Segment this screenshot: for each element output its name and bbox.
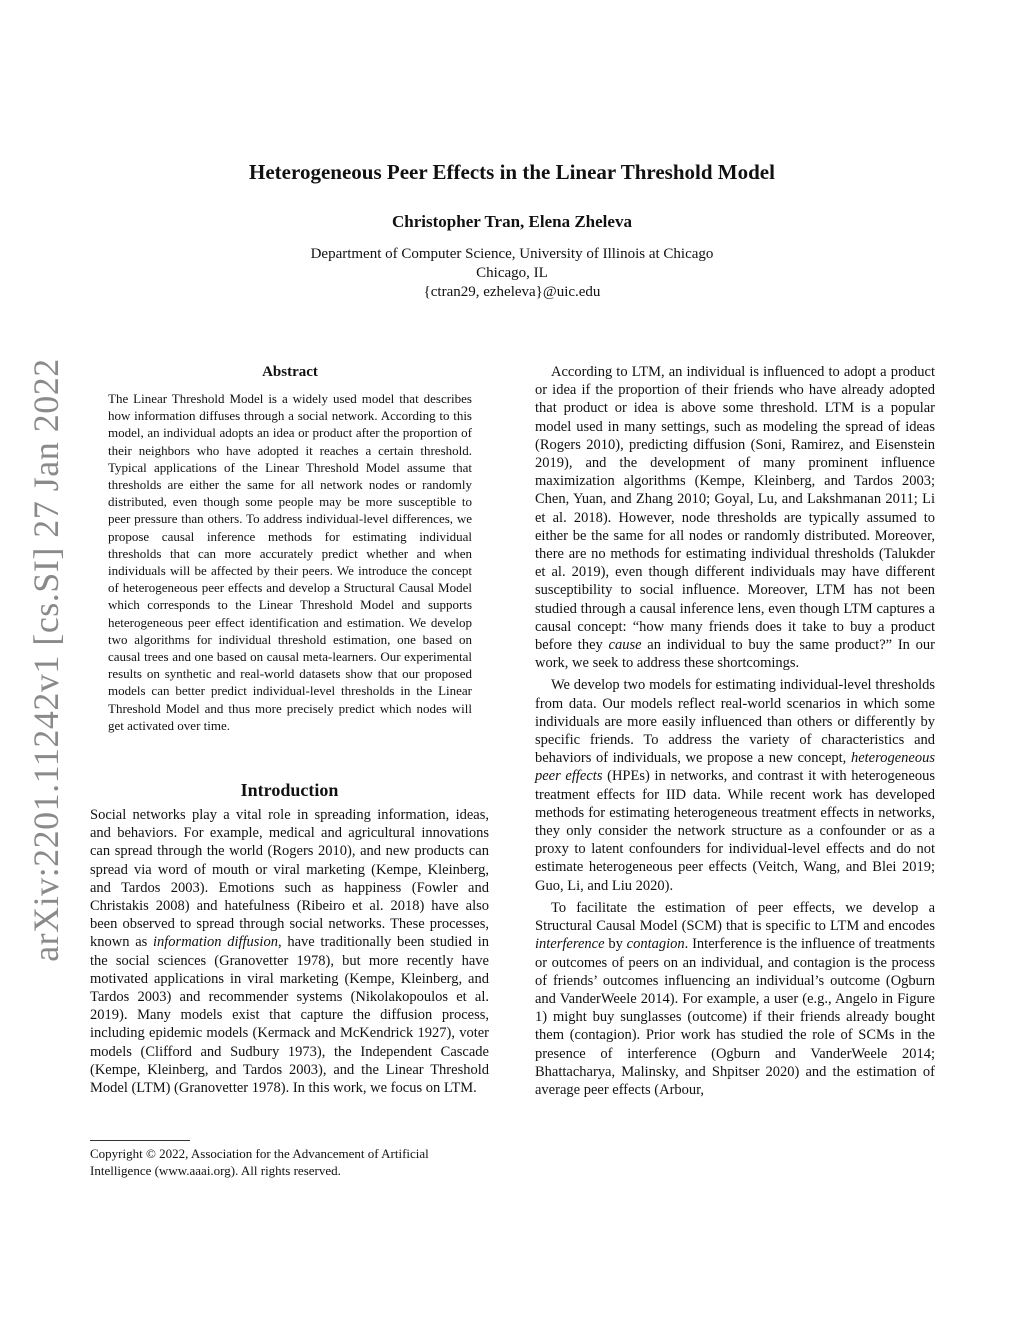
emphasis-text: information diffusion (153, 934, 278, 951)
author-emails: {ctran29, ezheleva}@uic.edu (423, 284, 601, 300)
author-list: Christopher Tran, Elena Zheleva (392, 212, 632, 231)
footnote-divider (90, 1140, 190, 1141)
body-paragraph (535, 676, 935, 894)
text-span: . Interference is the influence of treatments or outcomes of peers on an individual, and contagion is the process of friends’ outcomes influencing an individual’s outcome (Ogburn and VanderWeele 2014). For example, a user (e.g., Angelo in Figure 1) might buy sunglasses (outcome) if their friends already bought them (contagion). Prior work has studied the role of SCMs in the presence of interference (Ogburn and VanderWeele 2014; Bhattacharya, Malinsky, and Shpitser 2020) and the estimation of average peer effects (Arbour, (535, 936, 936, 1098)
introduction-body (90, 806, 489, 1097)
text-span: an individual to buy the same product?” In our work, we seek to address these shortcomings. (535, 637, 936, 672)
text-span: To facilitate the estimation of peer effects, we develop a Structural Causal Model (SCM) that is specific to LTM and encodes (535, 899, 935, 935)
abstract-body (108, 390, 472, 734)
introduction-paragraph (90, 806, 489, 1097)
right-column (535, 363, 935, 1099)
affiliation-department: Department of Computer Science, University of Illinois at Chicago (310, 246, 714, 262)
paper-title: Heterogeneous Peer Effects in the Linear Threshold Model (249, 160, 775, 184)
text-span: (HPEs) in networks, and contrast it with heterogeneous treatment effects for IID data. While recent work has developed methods for estimating heterogeneous treatment effects in networks, they only consider the network structure as a confounder or as a proxy to latent confounders for individual-level effects and do not estimate heterogeneous peer effects (Veitch, Wang, and Blei 2019; Guo, Li, and Liu 2020). (535, 768, 935, 894)
emphasis-text: interference (535, 936, 605, 953)
emphasis-text: cause (608, 637, 642, 654)
emphasis-text: contagion (626, 936, 685, 953)
abstract-heading: Abstract (262, 364, 318, 380)
text-span: According to LTM, an individual is influenced to adopt a product or idea if the proportion of their friends who have already adopted that product or idea is above some threshold. LTM is a popular model used in many settings, such as modeling the spread of ideas (Rogers 2010), predicting diffusion (Soni, Ramirez, and Eisenstein 2019), and the development of many prominent influence maximization algorithms (Kempe, Kleinberg, and Tardos 2003; Chen, Yuan, and Zhang 2010; Goyal, Lu, and Lakshmanan 2011; Li et al. 2018). However, node thresholds are typically assumed to either be the same for all nodes or randomly distributed. Moreover, there are no methods for estimating individual thresholds (Talukder et al. 2019), even though different individuals may have different susceptibility to social influence. Moreover, LTM has not been studied through a causal inference lens, even though LTM captures a causal concept: “how many friends does it take to buy a product before they (535, 364, 935, 654)
abstract-paragraph: The Linear Threshold Model is a widely used model that describes how information diffuses through a social network. According to this model, an individual adopts an idea or product after the proportion of their neighbors who have adopted it reaches a certain threshold. Typical applications of the Linear Threshold Model assume that thresholds are either the same for all network nodes or randomly distributed, even though some people may be more susceptible to peer pressure than others. To address individual-level differences, we propose causal inference methods for estimating individual thresholds that can more accurately predict whether and when individuals will be affected by their peers. We introduce the concept of heterogeneous peer effects and develop a Structural Causal Model which corresponds to the Linear Threshold Model and supports heterogeneous peer effect identification and estimation. We develop two algorithms for individual threshold estimation, one based on causal trees and one based on causal meta-learners. Our experimental results on synthetic and real-world datasets show that our proposed models can better predict individual-level thresholds in the Linear Threshold Model and thus more precisely predict which nodes will get activated over time. (108, 391, 472, 733)
affiliation-location: Chicago, IL (476, 265, 548, 281)
body-paragraph (535, 899, 935, 1099)
text-span: by (604, 936, 627, 953)
text-span: We develop two models for estimating individual-level thresholds from data. Our models reflect real-world scenarios in which some individuals are more easily influenced than others or differently by specific friends. To address the variety of characteristics and behaviors of individuals, we propose a new concept, (535, 677, 935, 767)
text-span: , have traditionally been studied in the social sciences (Granovetter 1978), but more recently have motivated applications in viral marketing (Kempe, Kleinberg, and Tardos 2003) and recommender systems (Nikolakopoulos et al. 2019). Many models exist that capture the diffusion process, including epidemic models (Kermack and McKendrick 1927), voter models (Clifford and Sudbury 1973), the Independent Cascade (Kempe, Kleinberg, and Tardos 2003), and the Linear Threshold Model (LTM) (Granovetter 1978). In this work, we focus on LTM. (90, 934, 489, 1097)
copyright-footnote: Copyright © 2022, Association for the Advancement of Artificial Intelligence (www.aaai.org). All rights reserved. (90, 1146, 429, 1178)
body-paragraph (535, 363, 935, 672)
text-span: Social networks play a vital role in spreading information, ideas, and behaviors. For example, medical and agricultural innovations can spread through the world (Rogers 2010), and new products can spread via word of mouth or viral marketing (Kempe, Kleinberg, and Tardos 2003). Emotions such as happiness (Fowler and Christakis 2008) and hatefulness (Ribeiro et al. 2018) have also been observed to spread through social networks. These processes, known as (90, 807, 489, 951)
introduction-heading: Introduction (240, 780, 339, 800)
emphasis-text: heterogeneous peer effects (535, 750, 935, 785)
arxiv-identifier: arXiv:2201.11242v1 [cs.SI] 27 Jan 2022 (26, 358, 66, 962)
